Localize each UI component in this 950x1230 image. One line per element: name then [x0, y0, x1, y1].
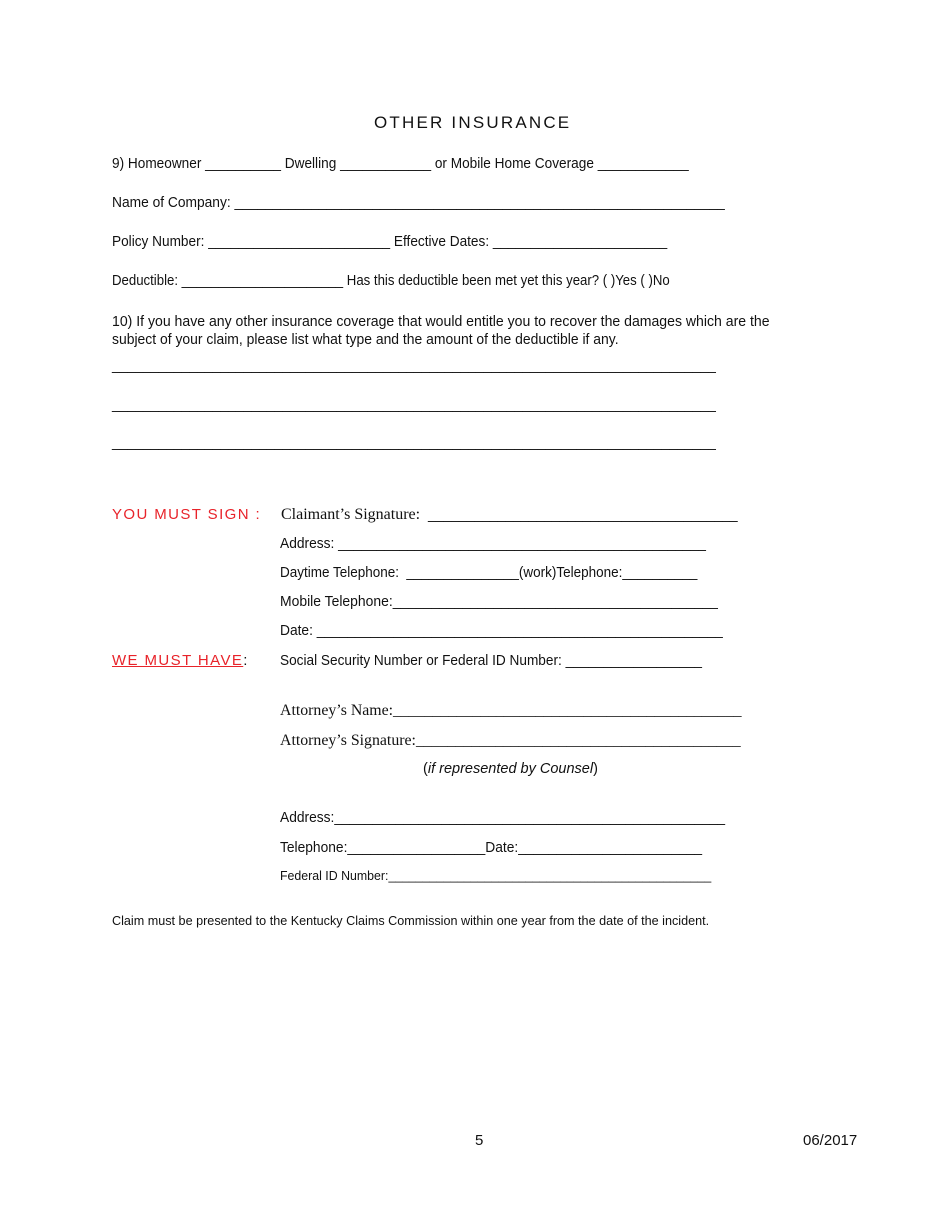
you-must-sign-label: YOU MUST SIGN : [112, 506, 262, 523]
counsel-note-text: if represented by Counsel [427, 761, 594, 777]
deductible-field[interactable]: Deductible: ______________________ Has this deductible been met yet this year? ( )Yes ( )No [112, 273, 670, 289]
we-must-have-colon: : [243, 652, 249, 669]
q10-blank-line-2[interactable]: ______________________________________________________________________________ [112, 397, 716, 413]
federal-id-field[interactable]: Federal ID Number:_______________________________________________ [280, 868, 712, 883]
company-name-field[interactable]: Name of Company: ________________________________________________________________ [112, 195, 725, 211]
counsel-note [423, 760, 598, 778]
filing-notice: Claim must be presented to the Kentucky Claims Commission within one year from the date of the incident. [112, 913, 710, 928]
attorney-name-field[interactable]: Attorney’s Name:____________________________________________ [280, 702, 742, 719]
we-must-have-label [112, 652, 249, 670]
ssn-field[interactable]: Social Security Number or Federal ID Number: __________________ [280, 653, 703, 669]
telephone-fields[interactable]: Daytime Telephone: _______________(work)Telephone:__________ [280, 565, 698, 581]
q9-coverage-line[interactable]: 9) Homeowner __________ Dwelling ____________ or Mobile Home Coverage ____________ [112, 156, 689, 172]
revision-date: 06/2017 [803, 1132, 858, 1149]
page-title: OTHER INSURANCE [374, 113, 572, 132]
claimant-signature-field[interactable]: ________________________________________ [428, 507, 738, 523]
counsel-note-close: ) [593, 761, 598, 777]
attorney-signature-field[interactable]: Attorney’s Signature:_________________________________________ [280, 732, 741, 749]
claimant-address-field[interactable]: Address: ________________________________________________ [280, 536, 706, 552]
attorney-address-field[interactable]: Address:___________________________________________________ [280, 810, 726, 826]
attorney-telephone-date-field[interactable]: Telephone:__________________Date:________________________ [280, 840, 703, 856]
date-field[interactable]: Date: _____________________________________________________ [280, 623, 723, 639]
counsel-note-open: ( [423, 761, 428, 777]
claimant-signature-label: Claimant’s Signature: [281, 506, 421, 523]
mobile-telephone-field[interactable]: Mobile Telephone:__________________________________________ [280, 594, 718, 610]
q10-text-line1: 10) If you have any other insurance coverage that would entitle you to recover the damages which are the [112, 314, 770, 330]
policy-number-field[interactable]: Policy Number: ________________________ Effective Dates: _______________________ [112, 234, 668, 250]
q10-blank-line-3[interactable]: ______________________________________________________________________________ [112, 435, 716, 451]
q10-blank-line-1[interactable]: ______________________________________________________________________________ [112, 358, 716, 374]
page-number: 5 [475, 1132, 484, 1149]
we-must-have-text: WE MUST HAVE [112, 652, 244, 669]
q10-text-line2: subject of your claim, please list what type and the amount of the deductible if any. [112, 332, 619, 348]
